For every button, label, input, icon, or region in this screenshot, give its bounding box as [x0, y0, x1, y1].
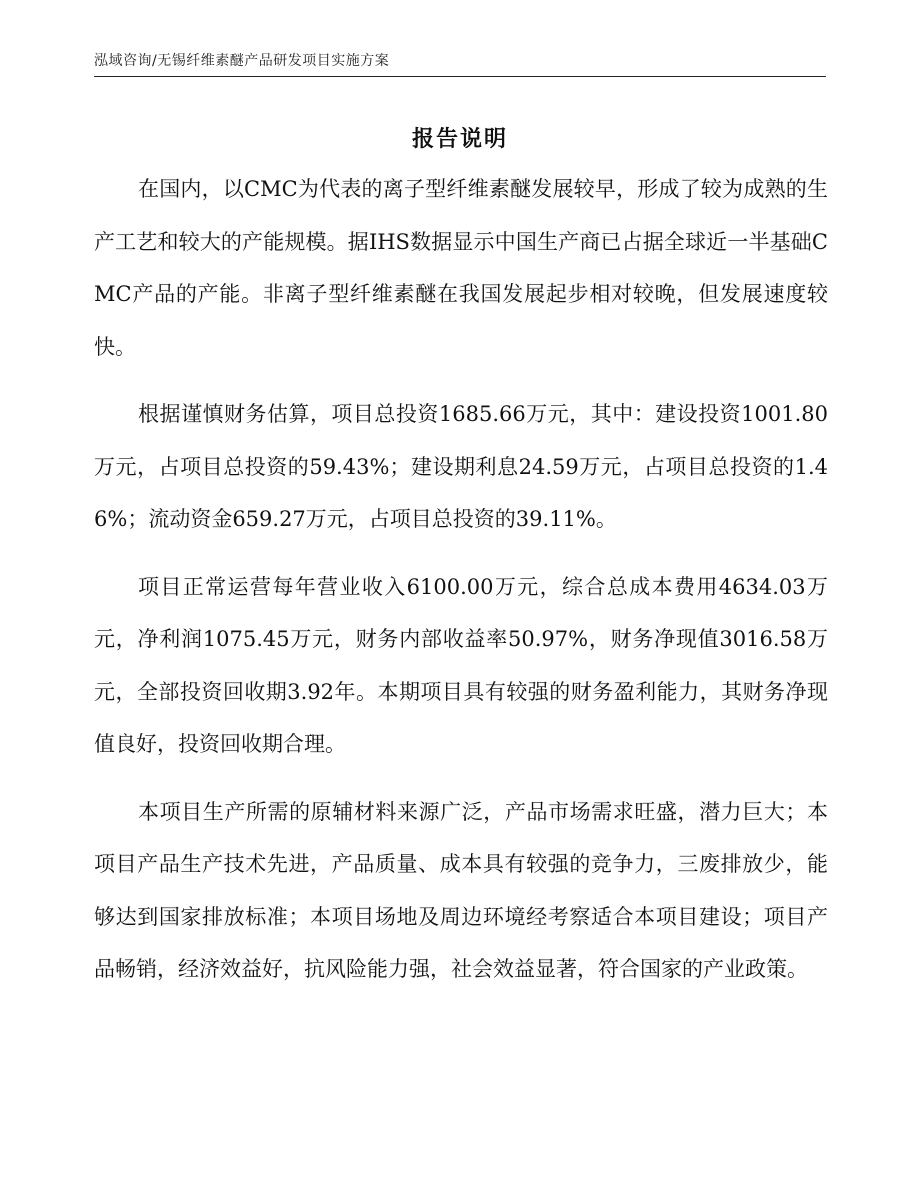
paragraph-conclusion: 本项目生产所需的原辅材料来源广泛，产品市场需求旺盛，潜力巨大；本项目产品生产技术先进，产品质量、成本具有较强的竞争力，三废排放少，能够达到国家排放标准；本项目场地及周边环境经考察适合本项目建设；项目产品畅销，经济效益好，抗风险能力强，社会效益显著，符合国家的产业政策。 [94, 799, 828, 981]
page-title: 报告说明 [411, 127, 508, 152]
header-divider [94, 76, 826, 77]
paragraph-background: 在国内，以CMC为代表的离子型纤维素醚发展较早，形成了较为成熟的生产工艺和较大的产能规模。据IHS数据显示中国生产商已占据全球近一半基础CMC产品的产能。非离子型纤维素醚在我国发展起步相对较晚，但发展速度较快。 [94, 177, 828, 359]
paragraph-investment: 根据谨慎财务估算，项目总投资1685.66万元，其中：建设投资1001.80万元，占项目总投资的59.43%；建设期利息24.59万元，占项目总投资的1.46%；流动资金659.27万元，占项目总投资的39.11%。 [94, 402, 828, 531]
paragraph-financials: 项目正常运营每年营业收入6100.00万元，综合总成本费用4634.03万元，净利润1075.45万元，财务内部收益率50.97%，财务净现值3016.58万元，全部投资回收期3.92年。本期项目具有较强的财务盈利能力，其财务净现值良好，投资回收期合理。 [94, 574, 828, 756]
running-header: 泓域咨询/无锡纤维素醚产品研发项目实施方案 [94, 53, 390, 69]
report-body [94, 163, 828, 1011]
